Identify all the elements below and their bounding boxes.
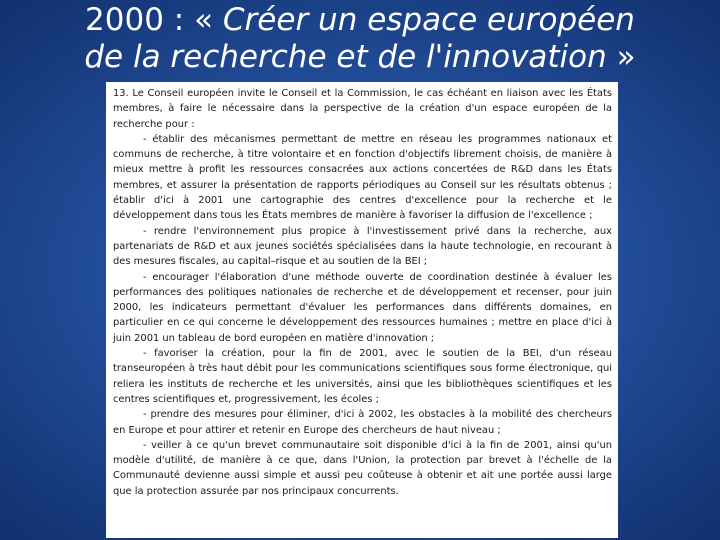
- paragraph-bullet-mobility: - prendre des mesures pour éliminer, d'ici à 2002, les obstacles à la mobilité des chercheurs en Europe et pour attirer et retenir en Europe des chercheurs de haut niveau ;: [113, 409, 612, 436]
- paragraph-bullet-network-bei: - favoriser la création, pour la fin de 2001, avec le soutien de la BEI, d'un réseau transeuropéen à très haut débit pour les communications scientifiques sous forme électronique, qui reliera les instituts de recherche et les universités, ainsi que les bibliothèques scientifiques et les centres scientifiques et, progressivement, les écoles ;: [113, 348, 612, 405]
- paragraph-intro: 13. Le Conseil européen invite le Conseil et la Commission, le cas échéant en liaison avec les États membres, à faire le nécessaire dans la perspective de la création d'un espace européen de la recherche pour :: [113, 88, 612, 130]
- title-suffix: »: [606, 39, 636, 75]
- title-italic-2: de la recherche et de l'innovation: [84, 39, 607, 75]
- paragraph-bullet-patent: - veiller à ce qu'un brevet communautaire soit disponible d'ici à la fin de 2001, ainsi qu'un modèle d'utilité, de manière à ce que, dans l'Union, la protection par brevet à l'échelle de la Communauté devienne aussi simple et aussi peu coûteuse à obtenir et ait une portée aussi large que la protection assurée par nos principaux concurrents.: [113, 439, 612, 497]
- paragraph-bullet-investment: - rendre l'environnement plus propice à l'investissement privé dans la recherche, aux partenariats de R&D et aux jeunes sociétés spécialisées dans la haute technologie, en recourant à des mesures fiscales, au capital–risque et au soutien de la BEI ;: [113, 225, 612, 268]
- paragraph-bullet-coordination: - encourager l'élaboration d'une méthode ouverte de coordination destinée à évaluer les performances des politiques nationales de recherche et de développement et recenser, pour juin 2000, les indicateurs permettant d'évaluer les performances dans différents domaines, en particulier en ce qui concerne le développement des ressources humaines ; mettre en place d'ici à juin 2001 un tableau de bord européen en matière d'innovation ;: [113, 271, 612, 344]
- paragraph-bullet-network: - établir des mécanismes permettant de mettre en réseau les programmes nationaux et communs de recherche, à titre volontaire et en fonction d'objectifs librement choisis, de manière à mieux mettre à profit les ressources consacrées aux actions concertées de R&D dans les États membres, et assurer la présentation de rapports périodiques au Conseil sur les résultats obtenus ; établir d'ici à 2001 une cartographie des centres d'excellence pour la recherche et le développement dans tous les États membres de manière à favoriser la diffusion de l'excellence ;: [113, 133, 612, 222]
- document-excerpt: [106, 82, 618, 538]
- slide-title: [0, 2, 720, 76]
- title-italic-1: Créer un espace européen: [222, 2, 635, 38]
- slide-title-line-1: [0, 2, 720, 39]
- slide-title-line-2: [0, 39, 720, 76]
- title-prefix: 2000 : «: [85, 2, 223, 38]
